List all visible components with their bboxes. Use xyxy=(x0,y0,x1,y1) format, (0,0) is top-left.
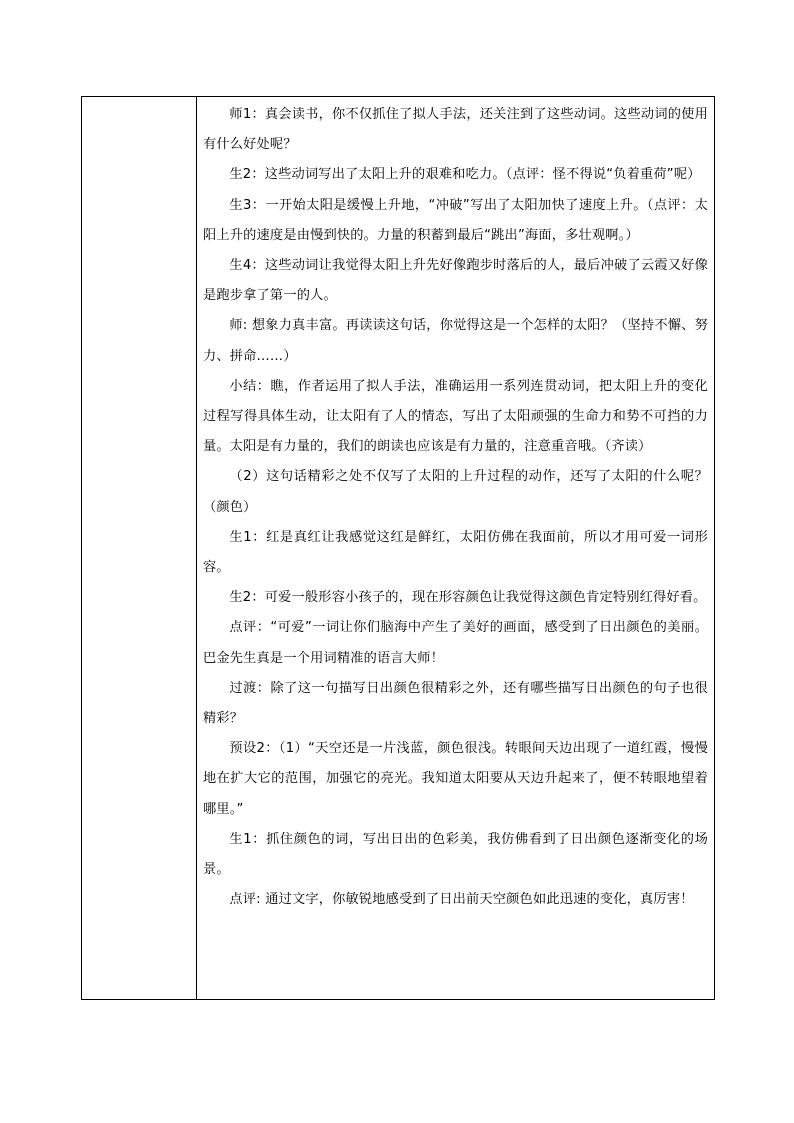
paragraph-final-comment: 点评: 通过文字，你敏锐地感受到了日出前天空颜色如此迅速的变化，真厉害！ xyxy=(229,892,694,908)
paragraph-teacher-1: 师1：真会读书，你不仅抓住了拟人手法，还关注到了这些动词。这些动词的使用有什么好处呢？ xyxy=(203,107,708,153)
paragraph-student-2-cute: 生2：可爱一般形容小孩子的，现在形容颜色让我觉得这颜色肯定特别红得好看。 xyxy=(229,590,707,606)
table-left-cell xyxy=(82,97,197,999)
paragraph-student-1-red: 生1：红是真红让我感觉这红是鲜红，太阳仿佛在我面前，所以才用可爱一词形容。 xyxy=(203,529,708,576)
paragraph-student-3: 生3：一开始太阳是缓慢上升地，“冲破”写出了太阳加快了速度上升。（点评：太阳上升的速度是由慢到快的。力量的积蓄到最后“跳出”海面，多壮观啊。） xyxy=(203,197,708,243)
paragraph-comment-cute: 点评：“可爱”一词让你们脑海中产生了美好的画面，感受到了日出颜色的美丽。巴金先生真是一个用词精准的语言大师！ xyxy=(203,620,708,666)
lesson-table xyxy=(81,96,715,1000)
paragraph-summary: 小结：瞧，作者运用了拟人手法，准确运用一系列连贯动词，把太阳上升的变化过程写得具体生动，让太阳有了人的情态，写出了太阳顽强的生命力和势不可挡的力量。太阳是有力量的，我们的朗读也应该是有力量的，注意重音哦。（齐读） xyxy=(203,378,708,455)
paragraph-teacher-imagination: 师: 想象力真丰富。再读读这句话，你觉得这是一个怎样的太阳？（坚持不懈、努力、拼命……） xyxy=(203,318,708,364)
paragraph-question-2: （2）这句话精彩之处不仅写了太阳的上升过程的动作，还写了太阳的什么呢？（颜色） xyxy=(203,469,708,515)
table-content-cell xyxy=(197,97,714,999)
paragraph-student-2: 生2：这些动词写出了太阳上升的艰难和吃力。（点评：怪不得说“负着重荷”呢） xyxy=(229,167,701,183)
paragraph-student-4: 生4：这些动词让我觉得太阳上升先好像跑步时落后的人，最后冲破了云霞又好像是跑步拿了第一的人。 xyxy=(203,258,708,304)
paragraph-student-1-color: 生1：抓住颜色的词，写出日出的色彩美，我仿佛看到了日出颜色逐渐变化的场景。 xyxy=(203,831,708,878)
paragraph-preset-2: 预设2：（1）“天空还是一片浅蓝，颜色很浅。转眼间天边出现了一道红霞，慢慢地在扩大它的范围，加强它的亮光。我知道太阳要从天边升起来了，便不转眼地望着哪里。” xyxy=(203,741,708,817)
paragraph-transition: 过渡：除了这一句描写日出颜色很精彩之外，还有哪些描写日出颜色的句子也很精彩？ xyxy=(203,680,708,727)
